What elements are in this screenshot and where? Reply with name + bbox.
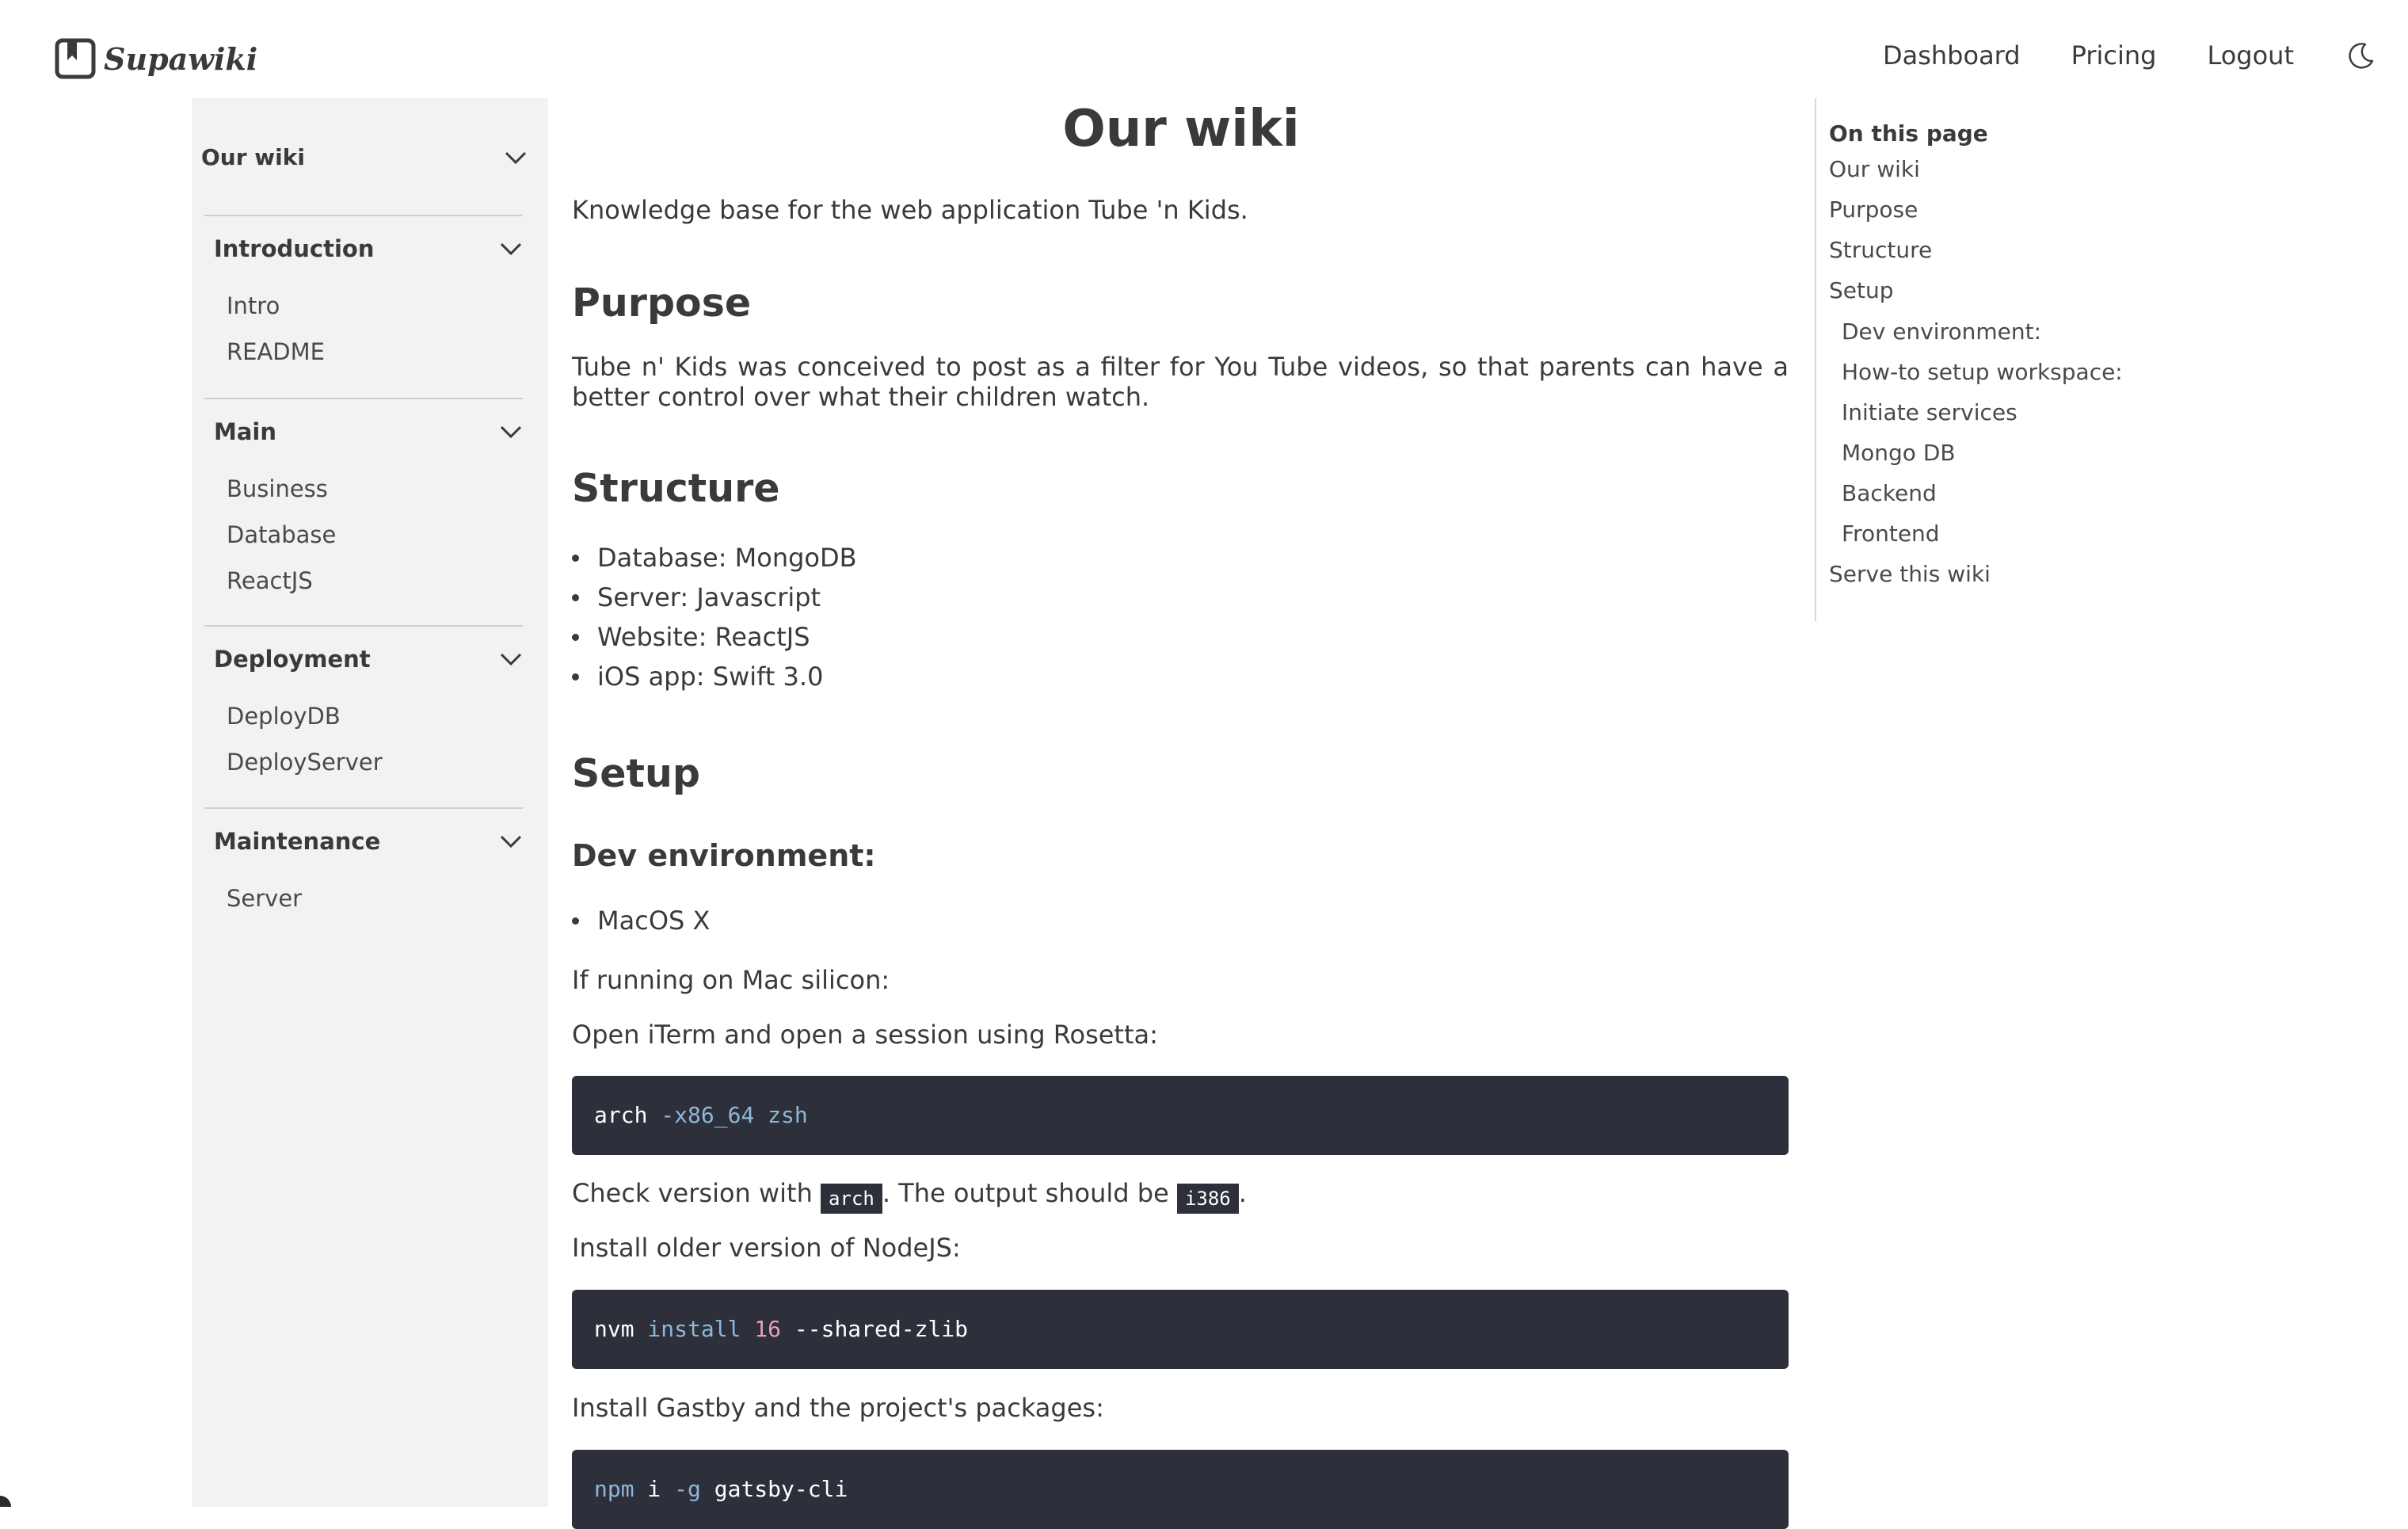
code-command: npm xyxy=(594,1476,634,1502)
sidebar-top-label: Our wiki xyxy=(201,144,305,170)
inline-code: arch xyxy=(821,1184,882,1214)
list-item: Database: MongoDB xyxy=(572,538,857,578)
sidebar-group-header[interactable] xyxy=(214,828,523,855)
sidebar-group-main xyxy=(204,398,523,626)
sidebar-item-business[interactable]: Business xyxy=(227,475,328,502)
window-corner xyxy=(0,1496,11,1507)
page-title: Our wiki xyxy=(1062,100,1300,158)
sidebar-group-header[interactable] xyxy=(214,646,523,673)
inline-code: i386 xyxy=(1177,1184,1239,1214)
mac-silicon-text: If running on Mac silicon: xyxy=(572,965,890,995)
list-item: iOS app: Swift 3.0 xyxy=(572,657,857,696)
sidebar-item-database[interactable]: Database xyxy=(227,521,337,548)
code-number: 16 xyxy=(741,1316,782,1342)
structure-heading: Structure xyxy=(572,466,780,511)
sidebar xyxy=(192,98,548,1507)
toc-item-setup-workspace[interactable]: How-to setup workspace: xyxy=(1842,359,2123,385)
list-item: Website: ReactJS xyxy=(572,617,857,657)
iterm-text: Open iTerm and open a session using Rosetta: xyxy=(572,1020,1158,1050)
code-command: arch xyxy=(594,1102,648,1128)
code-block-npm[interactable] xyxy=(572,1450,1789,1529)
structure-list xyxy=(572,538,857,696)
text-segment: . The output should be xyxy=(882,1178,1177,1208)
install-node-text: Install older version of NodeJS: xyxy=(572,1233,961,1263)
logo[interactable] xyxy=(55,38,257,79)
check-version-text xyxy=(572,1178,1247,1214)
sidebar-group-maintenance xyxy=(204,807,523,951)
toc-item-dev-environment[interactable]: Dev environment: xyxy=(1842,318,2042,345)
toc-item-backend[interactable]: Backend xyxy=(1842,480,1937,506)
table-of-contents xyxy=(1815,98,2133,621)
toc-item-structure[interactable]: Structure xyxy=(1829,237,1933,263)
moon-icon[interactable] xyxy=(2345,40,2376,71)
chevron-down-icon[interactable] xyxy=(499,242,523,256)
top-nav xyxy=(1832,40,2376,71)
chevron-down-icon[interactable] xyxy=(499,652,523,666)
toc-item-serve-this-wiki[interactable]: Serve this wiki xyxy=(1829,561,1991,587)
sidebar-item-deploydb[interactable]: DeployDB xyxy=(227,703,341,730)
list-item: Server: Javascript xyxy=(572,578,857,617)
code-command: nvm xyxy=(594,1316,634,1342)
setup-heading: Setup xyxy=(572,751,700,796)
code-rest: gatsby-cli xyxy=(700,1476,848,1502)
sidebar-group-header[interactable] xyxy=(214,418,523,445)
sidebar-group-introduction xyxy=(204,215,523,398)
purpose-heading: Purpose xyxy=(572,280,752,326)
list-item: MacOS X xyxy=(572,901,710,940)
sidebar-group-title: Maintenance xyxy=(214,828,381,855)
toc-item-setup[interactable]: Setup xyxy=(1829,277,1894,303)
chevron-down-icon[interactable] xyxy=(504,151,528,165)
app-name: Supawiki xyxy=(104,40,258,77)
dev-environment-list xyxy=(572,901,710,940)
toc-item-purpose[interactable]: Purpose xyxy=(1829,196,1918,223)
book-icon xyxy=(55,38,96,79)
purpose-text: Tube n' Kids was conceived to post as a filter for You Tube videos, so that parents can have a better control over what their children watch. xyxy=(572,352,1789,412)
toc-item-our-wiki[interactable]: Our wiki xyxy=(1829,156,1920,182)
chevron-down-icon[interactable] xyxy=(499,834,523,848)
sidebar-group-header[interactable] xyxy=(214,235,523,262)
chevron-down-icon[interactable] xyxy=(499,425,523,439)
sidebar-top-toggle[interactable] xyxy=(201,144,528,170)
nav-dashboard-link[interactable]: Dashboard xyxy=(1882,40,2021,71)
toc-item-initiate-services[interactable]: Initiate services xyxy=(1842,399,2017,425)
code-subcommand: install xyxy=(634,1316,741,1342)
sidebar-group-title: Deployment xyxy=(214,646,371,673)
code-rest: --shared-zlib xyxy=(781,1316,969,1342)
code-block-nvm[interactable] xyxy=(572,1290,1789,1369)
code-flag: -g xyxy=(661,1476,701,1502)
toc-item-mongo-db[interactable]: Mongo DB xyxy=(1842,440,1956,466)
text-segment: . xyxy=(1238,1178,1247,1208)
code-subcommand: i xyxy=(634,1476,661,1502)
code-args: -x86_64 zsh xyxy=(647,1102,808,1128)
text-segment: Check version with xyxy=(572,1178,821,1208)
code-block-arch[interactable] xyxy=(572,1076,1789,1155)
sidebar-item-intro[interactable]: Intro xyxy=(227,292,280,319)
sidebar-group-title: Main xyxy=(214,418,277,445)
toc-item-frontend[interactable]: Frontend xyxy=(1842,520,1940,547)
toc-title: On this page xyxy=(1829,120,1988,147)
sidebar-item-reactjs[interactable]: ReactJS xyxy=(227,567,313,594)
sidebar-group-deployment xyxy=(204,625,523,809)
nav-pricing-link[interactable]: Pricing xyxy=(2071,40,2157,71)
sidebar-group-title: Introduction xyxy=(214,235,375,262)
sidebar-item-readme[interactable]: README xyxy=(227,338,325,365)
sidebar-item-server[interactable]: Server xyxy=(227,885,303,912)
intro-text: Knowledge base for the web application Tube 'n Kids. xyxy=(572,195,1248,225)
sidebar-item-deployserver[interactable]: DeployServer xyxy=(227,749,383,776)
nav-logout-link[interactable]: Logout xyxy=(2207,40,2294,71)
dev-environment-heading: Dev environment: xyxy=(572,838,876,873)
install-gatsby-text: Install Gastby and the project's packages: xyxy=(572,1393,1104,1423)
